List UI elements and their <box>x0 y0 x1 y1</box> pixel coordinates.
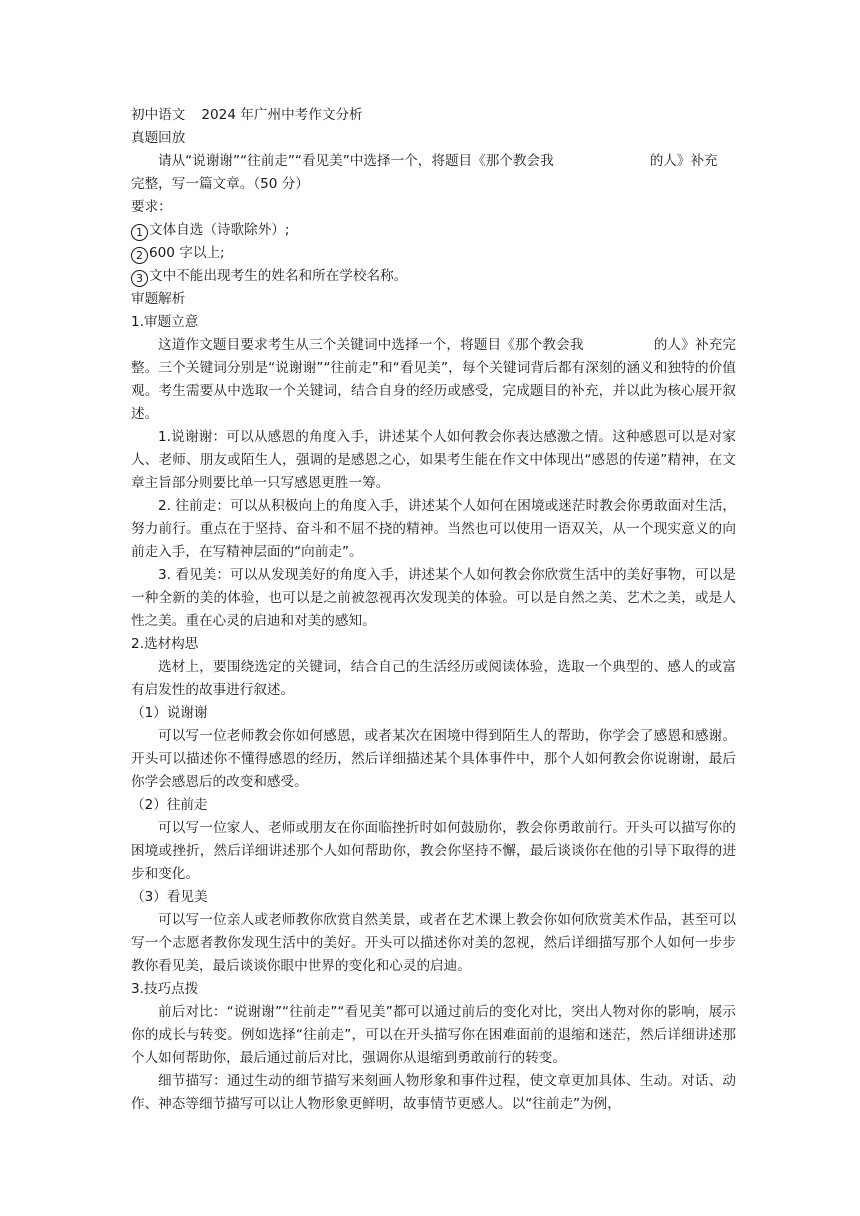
subsection-heading-1: 1.审题立意 <box>131 314 199 330</box>
material-text-1: 可以写一位老师教会你如何感恩，或者某次在困境中得到陌生人的帮助，你学会了感恩和感谢。开头可以描述你不懂得感恩的经历，然后详细描述某个具体事件中，那个人如何教会你说谢谢，最后你学会感恩后的改变和感受。 <box>131 728 736 790</box>
requirement-item-2: 2 600 字以上; <box>131 242 736 265</box>
section-heading-zhenti: 真题回放 <box>131 130 186 146</box>
material-text-3: 可以写一位亲人或老师教你欣赏自然美景，或者在艺术课上教会你如何欣赏美术作品，甚至可以写一个志愿者教你发现生活中的美好。开头可以描述你对美的忽视，然后详细描写那个人如何一步步教你看见美，最后谈谈你眼中世界的变化和心灵的启迪。 <box>131 912 736 974</box>
keyword-analysis-3: 3. 看见美：可以从发现美好的角度入手，讲述某个人如何教会你欣赏生活中的美好事物，可以是一种全新的美的体验，也可以是之前被忽视再次发现美的体验。可以是自然之美、艺术之美，或是人性之美。重在心灵的启迪和对美的感知。 <box>131 567 736 629</box>
material-heading-2: （2）往前走 <box>131 797 208 813</box>
subsection-heading-3: 3.技巧点拨 <box>131 981 199 997</box>
material-heading-3: （3）看见美 <box>131 889 208 905</box>
document-header <box>131 104 736 127</box>
circled-number: 1 <box>131 224 148 241</box>
circled-number: 3 <box>131 270 148 287</box>
material-heading-1: （1）说谢谢 <box>131 705 208 721</box>
document-body <box>131 104 736 1116</box>
skills-paragraph-2: 细节描写：通过生动的细节描写来刻画人物形象和事件过程，使文章更加具体、生动。对话、动作、神态等细节描写可以让人物形象更鲜明，故事情节更感人。以“往前走”为例， <box>131 1073 736 1112</box>
requirement-item-3: 3 文中不能出现考生的姓名和所在学校名称。 <box>131 265 736 288</box>
analysis-intro: 这道作文题目要求考生从三个关键词中选择一个，将题目《那个教会我 的人》补充完整。三个关键词分别是“说谢谢”“往前走”和“看见美”，每个关键词背后都有深刻的涵义和独特的价值观。考生需要从中选取一个关键词，结合自身的经历或感受，完成题目的补充，并以此为核心展开叙述。 <box>131 337 737 422</box>
keyword-analysis-1: 1.说谢谢：可以从感恩的角度入手，讲述某个人如何教会你表达感激之情。这种感恩可以是对家人、老师、朋友或陌生人，强调的是感恩之心，如果考生能在作文中体现出“感恩的传递”精神，在文章主旨部分则要比单一只写感恩更胜一筹。 <box>131 429 736 491</box>
section-heading-shenti: 审题解析 <box>131 291 186 307</box>
material-text-2: 可以写一位家人、老师或朋友在你面临挫折时如何鼓励你，教会你勇敢前行。开头可以描写你的困境或挫折，然后详细讲述那个人如何帮助你，教会你坚持不懈，最后谈谈你在他的引导下取得的进步和变化。 <box>131 820 736 882</box>
prompt-line-1: 请从“说谢谢”“往前走”“看见美”中选择一个，将题目《那个教会我 的人》补充 <box>158 153 718 169</box>
subsection-heading-2: 2.选材构思 <box>131 636 199 652</box>
circled-number: 2 <box>131 247 148 264</box>
material-intro: 选材上，要围绕选定的关键词，结合自己的生活经历或阅读体验，选取一个典型的、感人的或富有启发性的故事进行叙述。 <box>131 659 736 698</box>
requirement-item-1: 1 文体自选（诗歌除外）; <box>131 219 736 242</box>
subject-label: 初中语文 <box>131 107 186 123</box>
keyword-analysis-2: 2. 往前走：可以从积极向上的角度入手，讲述某个人如何在困境或迷茫时教会你勇敢面对生活，努力前行。重点在于坚持、奋斗和不屈不挠的精神。当然也可以使用一语双关，从一个现实意义的向前走入手，在写精神层面的“向前走”。 <box>131 498 736 560</box>
skills-paragraph-1: 前后对比：“说谢谢”“往前走”“看见美”都可以通过前后的变化对比，突出人物对你的影响，展示你的成长与转变。例如选择“往前走”，可以在开头描写你在困难面前的退缩和迷茫，然后详细讲述那个人如何帮助你，最后通过前后对比，强调你从退缩到勇敢前行的转变。 <box>131 1004 736 1066</box>
requirements-label: 要求： <box>131 199 172 215</box>
document-title: 2024 年广州中考作文分析 <box>201 107 363 123</box>
prompt-line-2: 完整，写一篇文章。（50 分） <box>131 176 309 192</box>
